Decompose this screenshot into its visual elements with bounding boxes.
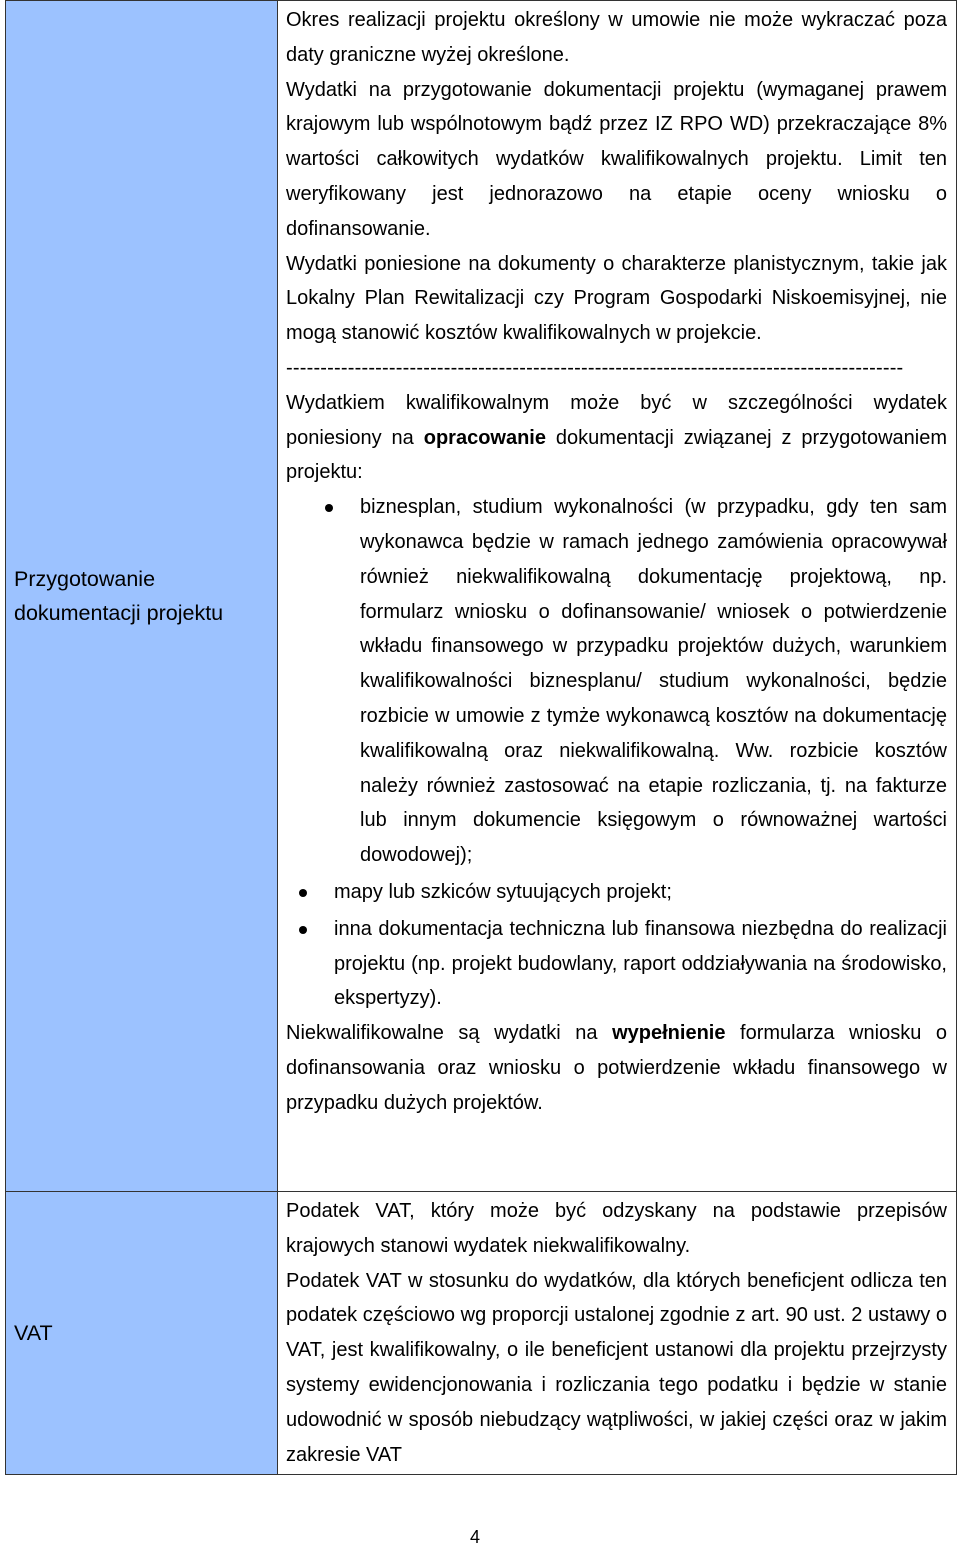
paragraph: Wydatki poniesione na dokumenty o charakterze planistycznym, takie jak Lokalny Plan Rewitalizacji czy Program Gospodarki Niskoemisyjnej, nie mogą stanowić kosztów kwalifikowalnych w projekcie. <box>286 252 947 345</box>
separator-line: ------------------------------------------------------------------------------------------ <box>286 356 904 379</box>
bullet-list <box>286 875 947 1016</box>
text-run: dokumentacji związanej z przygotowaniem projektu: <box>286 426 948 484</box>
row-label-cell <box>6 1 278 1192</box>
paragraph <box>286 1016 947 1120</box>
row-content-cell <box>278 1 957 1192</box>
paragraph <box>286 386 947 490</box>
table-row <box>6 1192 957 1475</box>
bullet-list <box>286 490 947 873</box>
paragraph: Wydatki na przygotowanie dokumentacji projektu (wymaganej prawem krajowym lub wspólnotowym bądź przez IZ RPO WD) przekraczające 8% wartości całkowitych wydatków kwalifikowalnych projektu. Limit ten weryfikowany jest jednorazowo na etapie oceny wniosku o dofinansowanie. <box>286 78 947 240</box>
paragraph: Podatek VAT, który może być odzyskany na podstawie przepisów krajowych stanowi wydatek niekwalifikowalny. <box>286 1200 947 1257</box>
row-label-cell <box>6 1192 278 1475</box>
list-item: mapy lub szkiców sytuujących projekt; <box>286 875 947 910</box>
text-run: Wydatkiem kwalifikowalnym może być w szczególności wydatek poniesiony na <box>286 391 947 449</box>
text-run: formularza wniosku o dofinansowania oraz wniosku o potwierdzenie wkładu finansowego w przypadku dużych projektów. <box>286 1022 947 1114</box>
row-content-cell <box>278 1192 957 1475</box>
document-table <box>5 0 957 1475</box>
bold-text: opracowanie <box>423 426 546 449</box>
page-number: 4 <box>470 1527 481 1547</box>
bold-text: wypełnienie <box>612 1022 726 1045</box>
row-label: VAT <box>14 1321 53 1346</box>
list-item: inna dokumentacja techniczna lub finansowa niezbędna do realizacji projektu (np. projekt budowlany, raport oddziaływania na środowisko, ekspertyzy). <box>286 912 947 1016</box>
table-row <box>6 1 957 1192</box>
text-run: Niekwalifikowalne są wydatki na <box>286 1022 613 1045</box>
paragraph: Okres realizacji projektu określony w umowie nie może wykraczać poza daty graniczne wyżej określone. <box>286 9 947 66</box>
list-item: biznesplan, studium wykonalności (w przypadku, gdy ten sam wykonawca będzie w ramach jednego zamówienia opracowywał również niekwalifikowalną dokumentację projektową, np. formularz wniosku o dofinansowanie/ wniosek o potwierdzenie wkładu finansowego w przypadku projektów dużych, warunkiem kwalifikowalności biznesplanu/ studium wykonalności, będzie rozbicie w umowie z tymże wykonawcą kosztów na dokumentację kwalifikowalną oraz niekwalifikowalną. Ww. rozbicie kosztów należy również zastosować na etapie rozliczania, tj. na fakturze lub innym dokumencie księgowym o równoważnej wartości dowodowej); <box>286 490 947 873</box>
row-label: Przygotowanie dokumentacji projektu <box>14 567 224 625</box>
paragraph: Podatek VAT w stosunku do wydatków, dla których beneficjent odlicza ten podatek częściowo wg proporcji ustalonej zgodnie z art. 90 ust. 2 ustawy o VAT, jest kwalifikowalny, o ile beneficjent ustanowi dla projektu przejrzysty systemy ewidencjonowania i rozliczania tego podatku i będzie w stanie udowodnić w sposób niebudzący wątpliwości, w jakiej części oraz w jakim zakresie VAT <box>286 1269 947 1466</box>
